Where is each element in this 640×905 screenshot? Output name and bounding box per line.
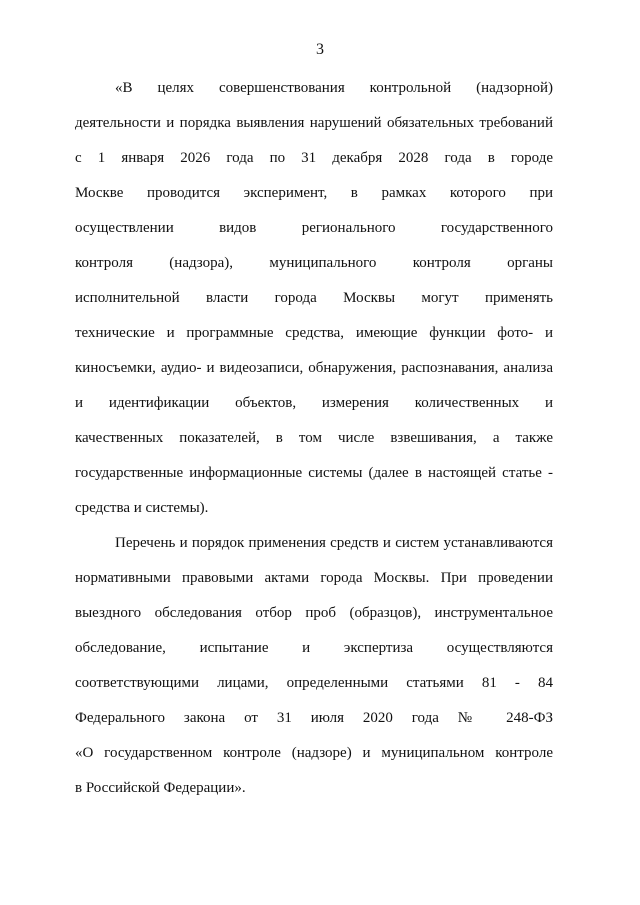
- paragraph-2-line-7: «О государственном контроле (надзоре) и муниципальном контроле: [75, 745, 553, 761]
- paragraph-1-line-5: осуществлении видов регионального государственного: [75, 220, 553, 236]
- paragraph-1-line-10: и идентификации объектов, измерения количественных и: [75, 395, 553, 411]
- paragraph-1-line-13: средства и системы).: [75, 500, 209, 516]
- paragraph-2-line-5: соответствующими лицами, определенными статьями 81 - 84: [75, 675, 553, 691]
- paragraph-1-line-8: технические и программные средства, имеющие функции фото- и: [75, 325, 553, 341]
- paragraph-1-line-1: «В целях совершенствования контрольной (надзорной): [115, 80, 553, 96]
- paragraph-1-line-3: с 1 января 2026 года по 31 декабря 2028 года в городе: [75, 150, 553, 166]
- paragraph-2-line-2: нормативными правовыми актами города Москвы. При проведении: [75, 570, 553, 586]
- paragraph-1-line-7: исполнительной власти города Москвы могут применять: [75, 290, 553, 306]
- paragraph-1-line-6: контроля (надзора), муниципального контроля органы: [75, 255, 553, 271]
- paragraph-2-line-4: обследование, испытание и экспертиза осуществляются: [75, 640, 553, 656]
- paragraph-1-line-2: деятельности и порядка выявления нарушений обязательных требований: [75, 115, 553, 131]
- paragraph-2-line-3: выездного обследования отбор проб (образцов), инструментальное: [75, 605, 553, 621]
- paragraph-2-line-8: в Российской Федерации».: [75, 780, 246, 796]
- paragraph-2-line-6: Федерального закона от 31 июля 2020 года № 248-ФЗ: [75, 710, 553, 726]
- paragraph-1-line-11: качественных показателей, в том числе взвешивания, а также: [75, 430, 553, 446]
- paragraph-1-line-4: Москве проводится эксперимент, в рамках которого при: [75, 185, 553, 201]
- paragraph-2-line-1: Перечень и порядок применения средств и систем устанавливаются: [115, 535, 553, 551]
- page-number: 3: [316, 41, 324, 58]
- paragraph-1-line-9: киносъемки, аудио- и видеозаписи, обнаружения, распознавания, анализа: [75, 360, 553, 376]
- paragraph-1-line-12: государственные информационные системы (далее в настоящей статье -: [75, 465, 553, 481]
